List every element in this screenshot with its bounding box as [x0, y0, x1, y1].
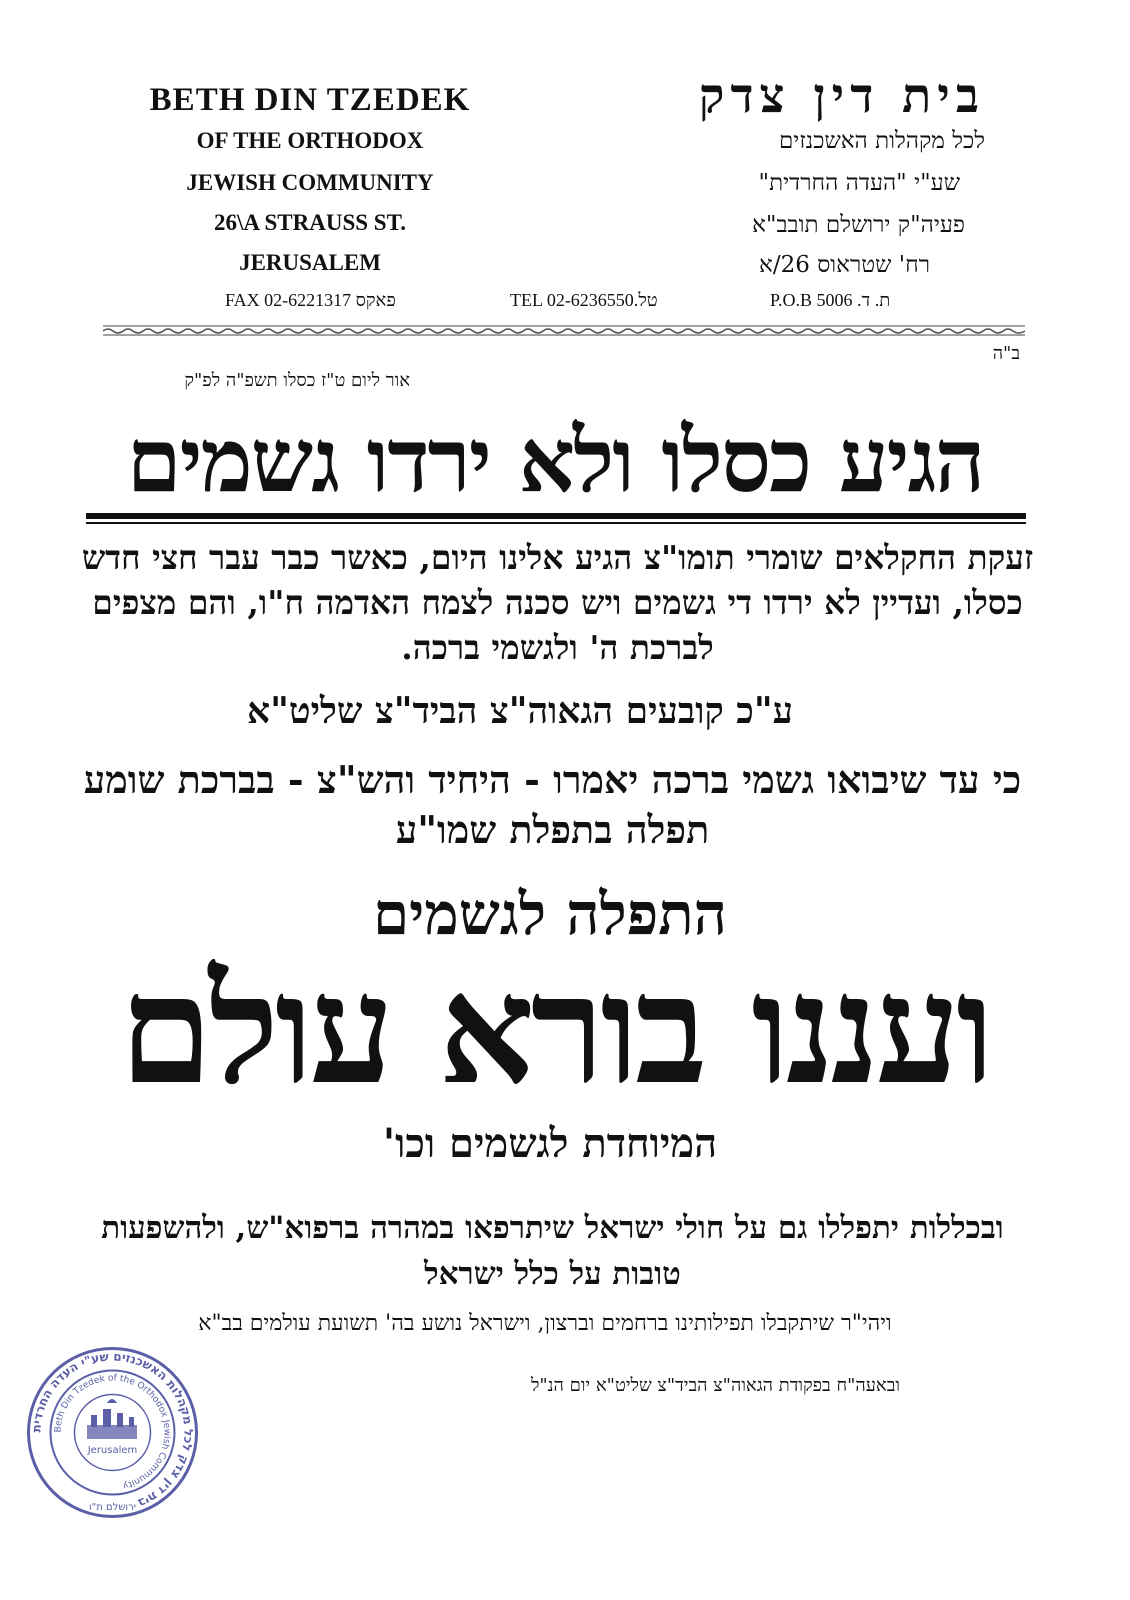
- english-org-community: JEWISH COMMUNITY: [186, 170, 434, 195]
- prayer-title-small: התפלה לגשמים: [372, 880, 728, 948]
- seal-outer-text: בית דין צדק לכל מקהלות האשכנזים שע"י העדה החרדית: [29, 1349, 196, 1511]
- bh-mark: ב"ה: [992, 343, 1020, 364]
- seal-english-text: Beth Din Tzedek of the Orthodox Jewish Community: [53, 1373, 172, 1491]
- hebrew-org-subtitle: לכל מקהלות האשכנזים: [778, 128, 985, 154]
- seal-city-emblem: [87, 1399, 137, 1439]
- hebrew-org-city: פעיה"ק ירושלם תובב"א: [752, 212, 965, 238]
- hebrew-org-community: שע"י "העדה החרדית": [758, 170, 960, 196]
- english-address-city: JERUSALEM: [239, 250, 381, 275]
- seal-city: Jerusalem: [87, 1445, 138, 1456]
- headline-rule-thick: [86, 513, 1026, 519]
- ornamental-divider: [103, 323, 1025, 337]
- notice-date: אור ליום ט"ז כסלו תשפ"ה לפ"ק: [184, 370, 410, 391]
- paragraph-blessing: ויהי"ר שיתקבלו תפילותינו ברחמים וברצון, וישראל נושע בה' תשועת עולמים בב"א: [198, 1311, 892, 1336]
- court-seal-stamp: [25, 1345, 200, 1520]
- prayer-title-sub: המיוחדת לגשמים וכו': [382, 1120, 718, 1167]
- english-address-street: 26\A STRAUSS ST.: [214, 210, 406, 235]
- headline-rule-thin: [86, 522, 1026, 524]
- paragraph-decree-intro: ע"כ קובעים הגאוה"צ הביד"צ שליט"א: [246, 690, 793, 732]
- paragraph-signature-line: ובאעה"ח בפקודת הגאוה"צ הביד"צ שליט"א יום הנ"ל: [530, 1375, 900, 1396]
- hebrew-org-name: בית דין צדק: [698, 68, 985, 124]
- paragraph-farmers-plea: זעקת החקלאים שומרי תומו"צ הגיע אלינו היום, כאשר כבר עבר חצי חדש כסלו, ועדיין לא ירדו די גשמים ויש סכנה לצמח האדמה ח"ו, והם מצפים לברכת ה' ולגשמי ברכה.: [81, 538, 1034, 667]
- english-org-subtitle: OF THE ORTHODOX: [196, 128, 424, 153]
- contact-tel: TEL 02-6236550.טל: [510, 290, 658, 310]
- contact-fax: FAX 02-6221317 פאקס: [225, 290, 396, 310]
- english-org-name: BETH DIN TZEDEK: [149, 82, 471, 118]
- hebrew-address-street: רח' שטראוס 26/א: [759, 252, 930, 278]
- notice-headline: הגיע כסלו ולא ירדו גשמים: [126, 408, 984, 512]
- paragraph-instruction: כי עד שיבואו גשמי ברכה יאמרו - היחיד והש"צ - בברכת שומע תפלה בתפלת שמו"ע: [83, 757, 1022, 852]
- seal-bottom-text: ירושלם ת"ו: [88, 1502, 137, 1513]
- paragraph-sick-prayer: ובכללות יתפללו גם על חולי ישראל שיתרפאו במהרה ברפוא"ש, ולהשפעות טובות על כלל ישראל: [101, 1210, 1004, 1292]
- prayer-title-big: ועננו בורא עולם: [119, 942, 991, 1118]
- contact-pob: P.O.B 5006 .ת. ד: [770, 290, 891, 310]
